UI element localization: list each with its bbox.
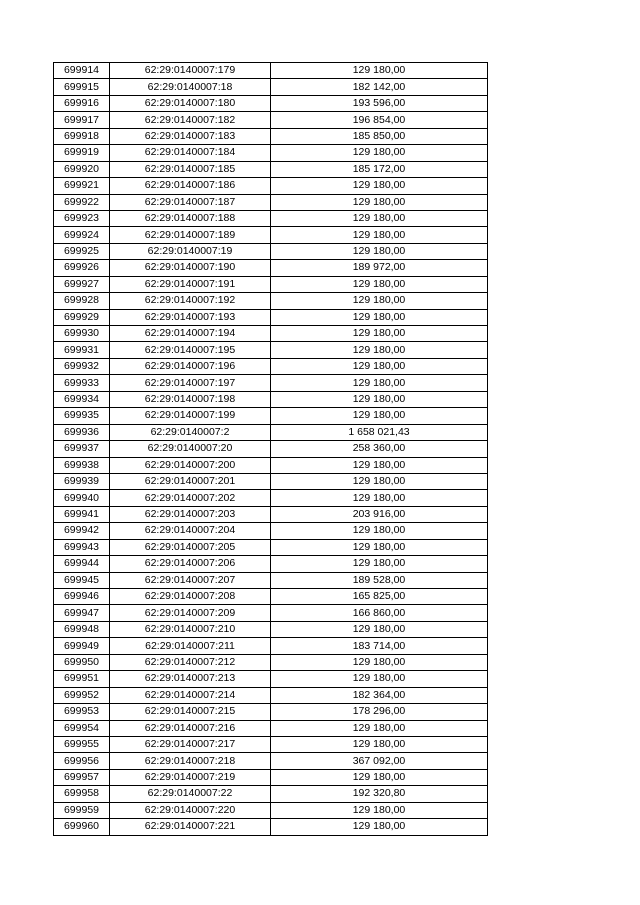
cadastral-number-cell: 62:29:0140007:210 [110, 621, 271, 637]
cadastral-value-cell: 182 142,00 [271, 79, 488, 95]
table-row [54, 621, 488, 637]
cadastral-value-cell: 129 180,00 [271, 293, 488, 309]
cadastral-value-cell: 129 180,00 [271, 326, 488, 342]
table-row [54, 753, 488, 769]
table-row [54, 589, 488, 605]
table-row [54, 260, 488, 276]
cadastral-number-cell: 62:29:0140007:204 [110, 523, 271, 539]
table-row [54, 802, 488, 818]
cadastral-number-cell: 62:29:0140007:184 [110, 145, 271, 161]
cadastral-value-cell: 129 180,00 [271, 227, 488, 243]
cadastral-value-cell: 129 180,00 [271, 276, 488, 292]
cadastral-number-cell: 62:29:0140007:188 [110, 210, 271, 226]
row-number-cell: 699939 [54, 473, 110, 489]
cadastral-number-cell: 62:29:0140007:194 [110, 326, 271, 342]
cadastral-value-cell: 129 180,00 [271, 556, 488, 572]
cadastral-value-cell: 129 180,00 [271, 490, 488, 506]
cadastral-value-cell: 129 180,00 [271, 375, 488, 391]
cadastral-number-cell: 62:29:0140007:206 [110, 556, 271, 572]
table-row [54, 309, 488, 325]
cadastral-value-cell: 189 528,00 [271, 572, 488, 588]
cadastral-number-cell: 62:29:0140007:200 [110, 457, 271, 473]
table-row [54, 441, 488, 457]
cadastral-value-cell: 129 180,00 [271, 457, 488, 473]
cadastral-number-cell: 62:29:0140007:213 [110, 671, 271, 687]
cadastral-number-cell: 62:29:0140007:217 [110, 736, 271, 752]
row-number-cell: 699931 [54, 342, 110, 358]
cadastral-number-cell: 62:29:0140007:195 [110, 342, 271, 358]
table-row [54, 424, 488, 440]
cadastral-value-cell: 129 180,00 [271, 210, 488, 226]
row-number-cell: 699946 [54, 589, 110, 605]
table-row [54, 276, 488, 292]
cadastral-value-cell: 129 180,00 [271, 358, 488, 374]
table-row [54, 243, 488, 259]
table-row [54, 457, 488, 473]
cadastral-number-cell: 62:29:0140007:19 [110, 243, 271, 259]
cadastral-value-cell: 1 658 021,43 [271, 424, 488, 440]
cadastral-number-cell: 62:29:0140007:207 [110, 572, 271, 588]
row-number-cell: 699956 [54, 753, 110, 769]
cadastral-number-cell: 62:29:0140007:199 [110, 408, 271, 424]
table-row [54, 326, 488, 342]
row-number-cell: 699949 [54, 638, 110, 654]
cadastral-number-cell: 62:29:0140007:20 [110, 441, 271, 457]
cadastral-value-cell: 129 180,00 [271, 736, 488, 752]
row-number-cell: 699960 [54, 819, 110, 835]
cadastral-value-cell: 178 296,00 [271, 704, 488, 720]
cadastral-value-cell: 129 180,00 [271, 309, 488, 325]
cadastral-number-cell: 62:29:0140007:18 [110, 79, 271, 95]
cadastral-number-cell: 62:29:0140007:212 [110, 654, 271, 670]
cadastral-value-cell: 129 180,00 [271, 342, 488, 358]
row-number-cell: 699922 [54, 194, 110, 210]
table-row [54, 490, 488, 506]
table-row [54, 736, 488, 752]
cadastral-number-cell: 62:29:0140007:189 [110, 227, 271, 243]
cadastral-value-cell: 185 850,00 [271, 128, 488, 144]
table-row [54, 556, 488, 572]
cadastral-number-cell: 62:29:0140007:182 [110, 112, 271, 128]
cadastral-value-table [53, 62, 488, 836]
cadastral-value-cell: 129 180,00 [271, 671, 488, 687]
table-row [54, 128, 488, 144]
table-row [54, 112, 488, 128]
table-row [54, 293, 488, 309]
cadastral-number-cell: 62:29:0140007:193 [110, 309, 271, 325]
cadastral-number-cell: 62:29:0140007:205 [110, 539, 271, 555]
cadastral-value-cell: 129 180,00 [271, 769, 488, 785]
cadastral-number-cell: 62:29:0140007:191 [110, 276, 271, 292]
row-number-cell: 699940 [54, 490, 110, 506]
row-number-cell: 699957 [54, 769, 110, 785]
row-number-cell: 699938 [54, 457, 110, 473]
cadastral-value-cell: 129 180,00 [271, 621, 488, 637]
table-row [54, 539, 488, 555]
table-row [54, 638, 488, 654]
table-row [54, 342, 488, 358]
table-row [54, 161, 488, 177]
cadastral-value-cell: 129 180,00 [271, 145, 488, 161]
cadastral-value-cell: 367 092,00 [271, 753, 488, 769]
row-number-cell: 699920 [54, 161, 110, 177]
cadastral-value-cell: 185 172,00 [271, 161, 488, 177]
cadastral-number-cell: 62:29:0140007:202 [110, 490, 271, 506]
cadastral-value-cell: 129 180,00 [271, 539, 488, 555]
table-row [54, 605, 488, 621]
cadastral-number-cell: 62:29:0140007:215 [110, 704, 271, 720]
cadastral-value-cell: 129 180,00 [271, 473, 488, 489]
cadastral-number-cell: 62:29:0140007:211 [110, 638, 271, 654]
table-row [54, 572, 488, 588]
table-row [54, 523, 488, 539]
table-row [54, 671, 488, 687]
cadastral-value-cell: 129 180,00 [271, 819, 488, 835]
cadastral-number-cell: 62:29:0140007:179 [110, 63, 271, 79]
row-number-cell: 699930 [54, 326, 110, 342]
cadastral-number-cell: 62:29:0140007:187 [110, 194, 271, 210]
row-number-cell: 699933 [54, 375, 110, 391]
row-number-cell: 699918 [54, 128, 110, 144]
cadastral-number-cell: 62:29:0140007:209 [110, 605, 271, 621]
row-number-cell: 699947 [54, 605, 110, 621]
cadastral-value-cell: 129 180,00 [271, 523, 488, 539]
row-number-cell: 699926 [54, 260, 110, 276]
row-number-cell: 699955 [54, 736, 110, 752]
row-number-cell: 699954 [54, 720, 110, 736]
table-row [54, 506, 488, 522]
table-row [54, 819, 488, 835]
row-number-cell: 699919 [54, 145, 110, 161]
cadastral-value-cell: 129 180,00 [271, 391, 488, 407]
cadastral-value-cell: 129 180,00 [271, 63, 488, 79]
cadastral-number-cell: 62:29:0140007:220 [110, 802, 271, 818]
row-number-cell: 699927 [54, 276, 110, 292]
cadastral-number-cell: 62:29:0140007:22 [110, 786, 271, 802]
row-number-cell: 699929 [54, 309, 110, 325]
table-row [54, 720, 488, 736]
cadastral-value-cell: 193 596,00 [271, 95, 488, 111]
row-number-cell: 699958 [54, 786, 110, 802]
table-row [54, 227, 488, 243]
cadastral-number-cell: 62:29:0140007:197 [110, 375, 271, 391]
cadastral-number-cell: 62:29:0140007:185 [110, 161, 271, 177]
row-number-cell: 699941 [54, 506, 110, 522]
table-row [54, 473, 488, 489]
cadastral-value-cell: 165 825,00 [271, 589, 488, 605]
row-number-cell: 699950 [54, 654, 110, 670]
cadastral-number-cell: 62:29:0140007:2 [110, 424, 271, 440]
row-number-cell: 699935 [54, 408, 110, 424]
row-number-cell: 699945 [54, 572, 110, 588]
row-number-cell: 699917 [54, 112, 110, 128]
cadastral-value-cell: 258 360,00 [271, 441, 488, 457]
row-number-cell: 699948 [54, 621, 110, 637]
row-number-cell: 699915 [54, 79, 110, 95]
table-row [54, 145, 488, 161]
cadastral-number-cell: 62:29:0140007:201 [110, 473, 271, 489]
table-row [54, 391, 488, 407]
cadastral-number-cell: 62:29:0140007:216 [110, 720, 271, 736]
row-number-cell: 699925 [54, 243, 110, 259]
cadastral-value-cell: 189 972,00 [271, 260, 488, 276]
row-number-cell: 699916 [54, 95, 110, 111]
table-row [54, 358, 488, 374]
cadastral-number-cell: 62:29:0140007:221 [110, 819, 271, 835]
table-row [54, 769, 488, 785]
cadastral-value-cell: 166 860,00 [271, 605, 488, 621]
row-number-cell: 699936 [54, 424, 110, 440]
table-row [54, 178, 488, 194]
cadastral-number-cell: 62:29:0140007:208 [110, 589, 271, 605]
cadastral-number-cell: 62:29:0140007:183 [110, 128, 271, 144]
row-number-cell: 699921 [54, 178, 110, 194]
cadastral-number-cell: 62:29:0140007:198 [110, 391, 271, 407]
row-number-cell: 699959 [54, 802, 110, 818]
cadastral-number-cell: 62:29:0140007:190 [110, 260, 271, 276]
cadastral-number-cell: 62:29:0140007:203 [110, 506, 271, 522]
cadastral-value-cell: 129 180,00 [271, 178, 488, 194]
row-number-cell: 699942 [54, 523, 110, 539]
cadastral-number-cell: 62:29:0140007:186 [110, 178, 271, 194]
table-row [54, 194, 488, 210]
row-number-cell: 699953 [54, 704, 110, 720]
row-number-cell: 699944 [54, 556, 110, 572]
table-row [54, 95, 488, 111]
cadastral-value-cell: 192 320,80 [271, 786, 488, 802]
row-number-cell: 699934 [54, 391, 110, 407]
table-row [54, 210, 488, 226]
row-number-cell: 699932 [54, 358, 110, 374]
cadastral-value-cell: 129 180,00 [271, 654, 488, 670]
row-number-cell: 699924 [54, 227, 110, 243]
cadastral-value-cell: 129 180,00 [271, 802, 488, 818]
row-number-cell: 699937 [54, 441, 110, 457]
cadastral-value-cell: 129 180,00 [271, 194, 488, 210]
cadastral-value-cell: 196 854,00 [271, 112, 488, 128]
table-body [54, 63, 488, 836]
row-number-cell: 699923 [54, 210, 110, 226]
cadastral-value-cell: 129 180,00 [271, 408, 488, 424]
table-row [54, 375, 488, 391]
table-row [54, 687, 488, 703]
cadastral-number-cell: 62:29:0140007:180 [110, 95, 271, 111]
table-row [54, 654, 488, 670]
cadastral-number-cell: 62:29:0140007:218 [110, 753, 271, 769]
cadastral-value-cell: 183 714,00 [271, 638, 488, 654]
table-row [54, 704, 488, 720]
cadastral-value-cell: 129 180,00 [271, 243, 488, 259]
table-row [54, 79, 488, 95]
table-row [54, 63, 488, 79]
cadastral-number-cell: 62:29:0140007:214 [110, 687, 271, 703]
row-number-cell: 699952 [54, 687, 110, 703]
cadastral-number-cell: 62:29:0140007:219 [110, 769, 271, 785]
row-number-cell: 699928 [54, 293, 110, 309]
cadastral-value-cell: 129 180,00 [271, 720, 488, 736]
cadastral-number-cell: 62:29:0140007:196 [110, 358, 271, 374]
row-number-cell: 699951 [54, 671, 110, 687]
row-number-cell: 699943 [54, 539, 110, 555]
table-row [54, 786, 488, 802]
table-row [54, 408, 488, 424]
cadastral-value-cell: 182 364,00 [271, 687, 488, 703]
cadastral-value-cell: 203 916,00 [271, 506, 488, 522]
row-number-cell: 699914 [54, 63, 110, 79]
cadastral-number-cell: 62:29:0140007:192 [110, 293, 271, 309]
